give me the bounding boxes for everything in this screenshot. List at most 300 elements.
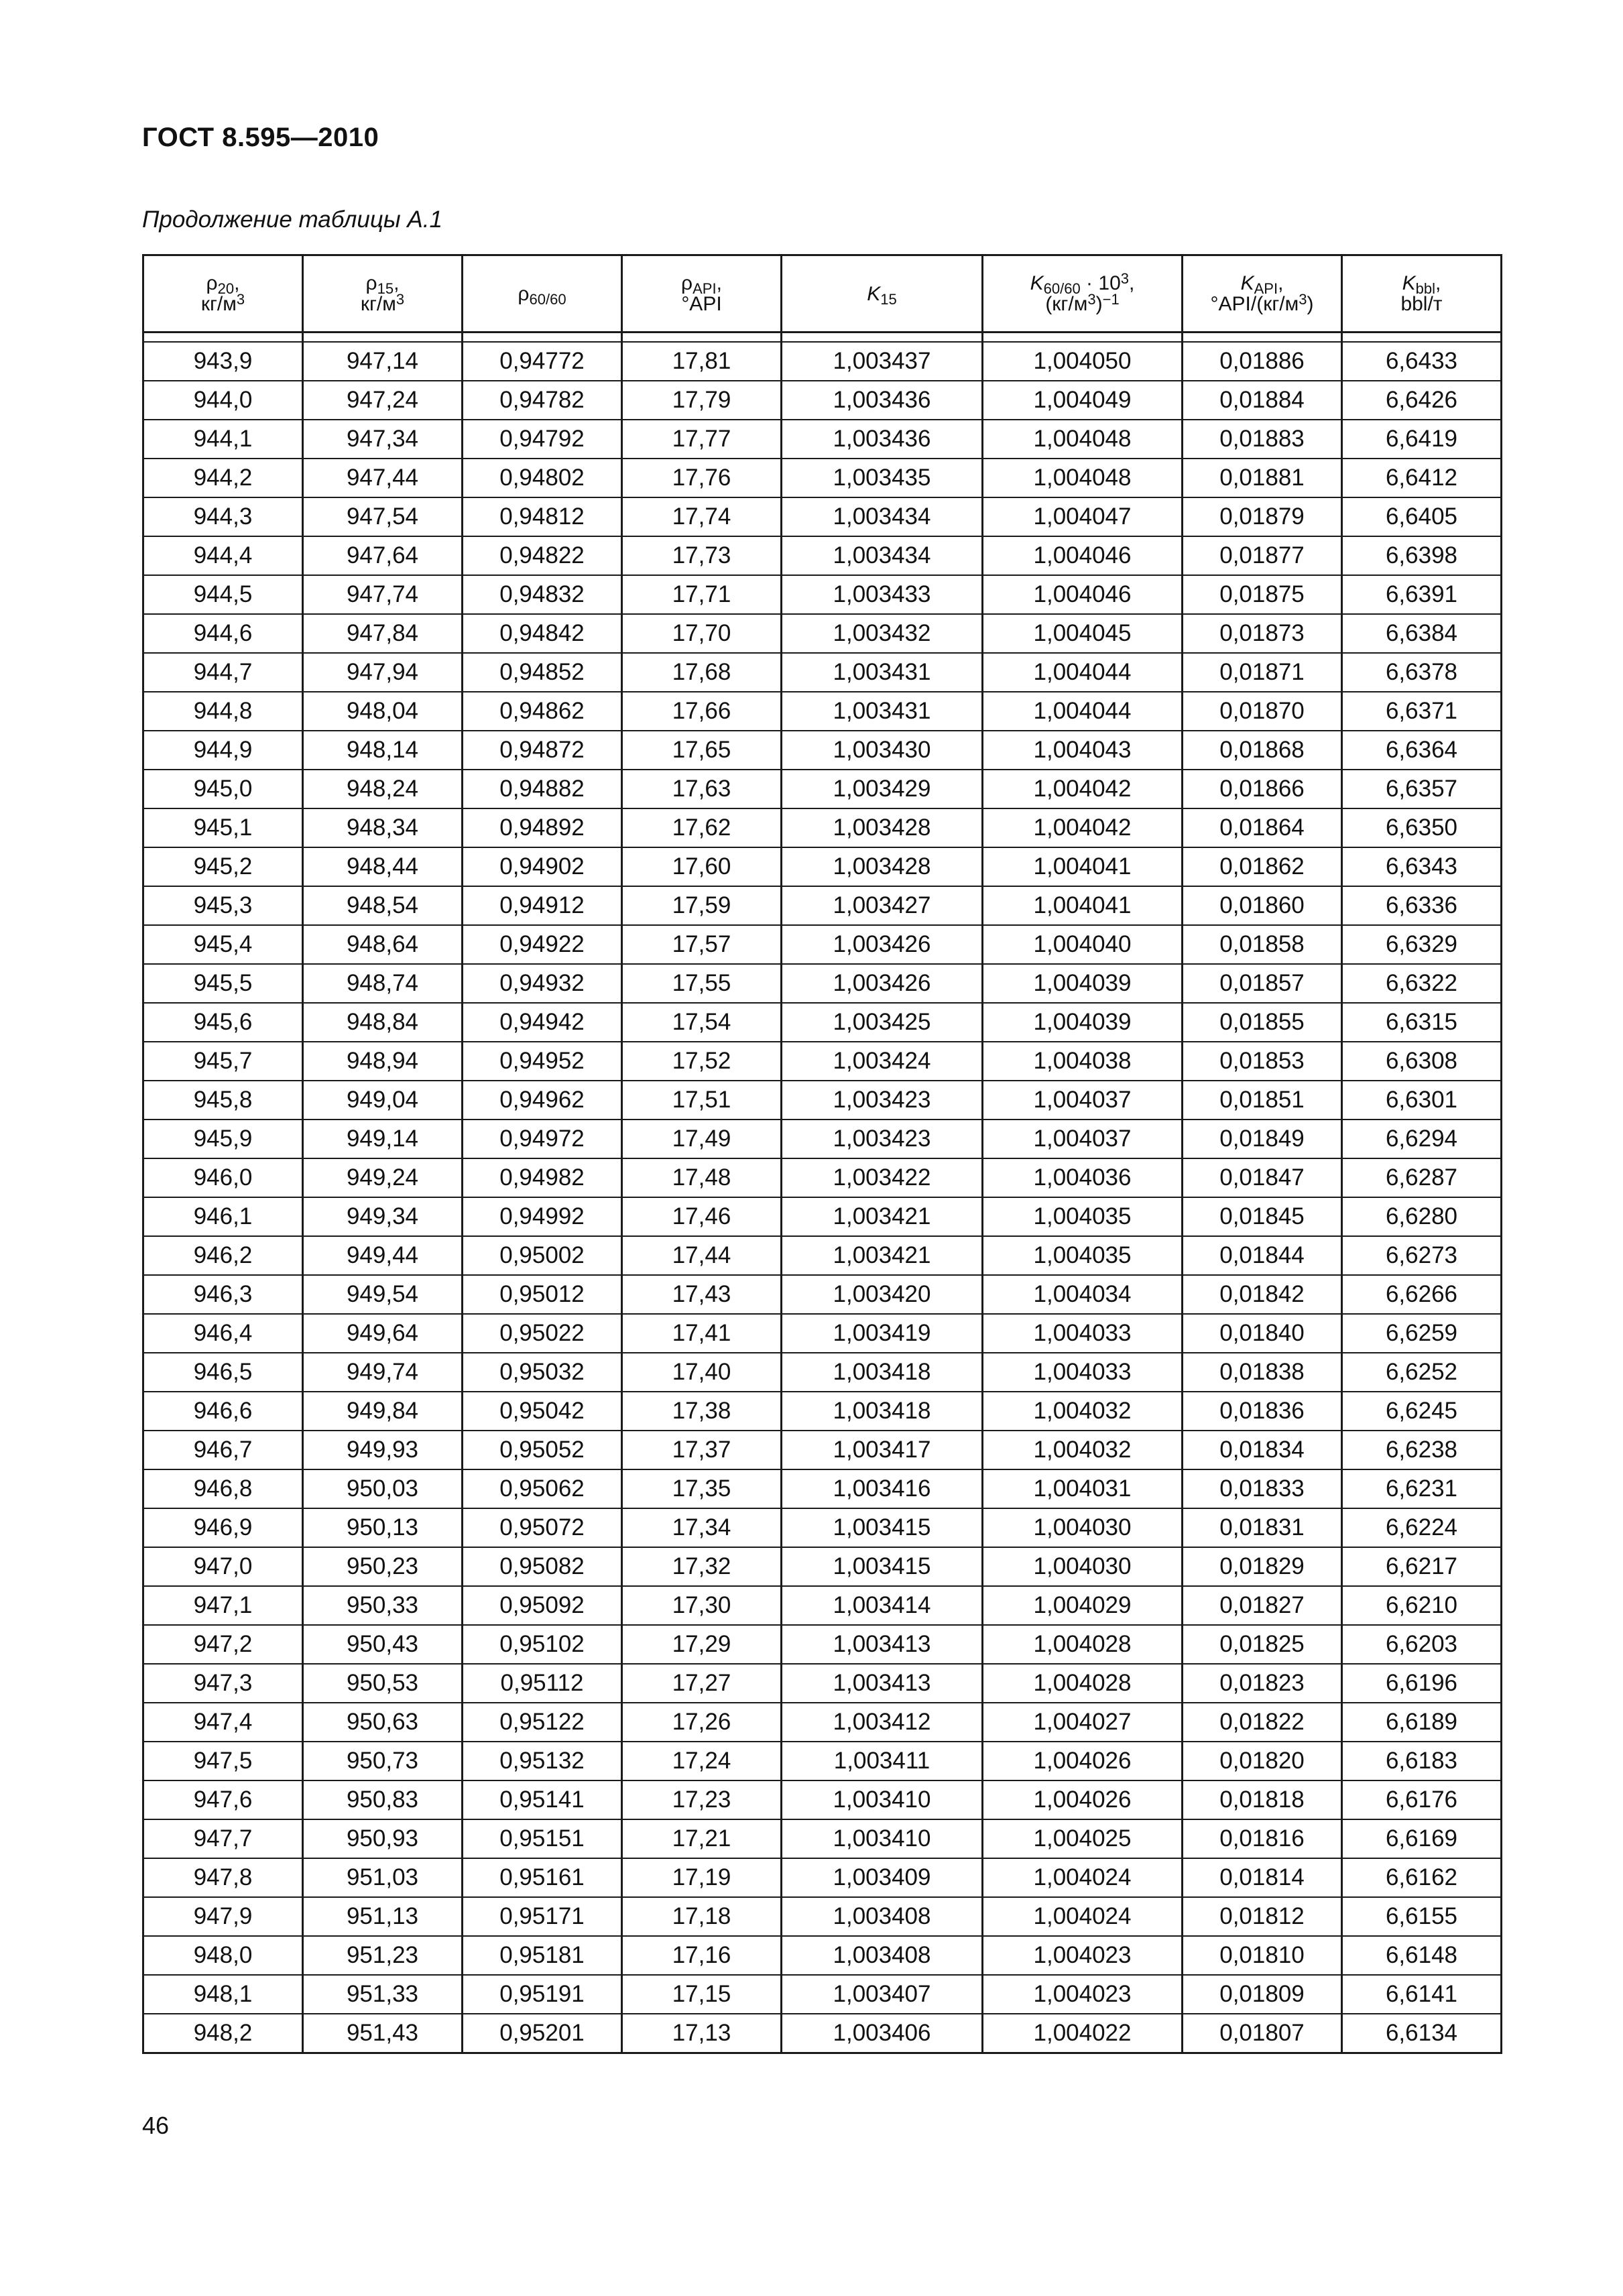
- table-cell: 1,004029: [983, 1586, 1183, 1625]
- table-cell: 1,003408: [782, 1897, 983, 1936]
- column-symbol: K: [867, 282, 881, 305]
- table-cell: 948,94: [303, 1042, 463, 1081]
- table-cell: 17,46: [622, 1197, 782, 1236]
- table-row: [143, 420, 1502, 459]
- table-cell: 1,004041: [983, 847, 1183, 886]
- table-cell: 947,4: [143, 1703, 303, 1742]
- table-cell: 950,73: [303, 1742, 463, 1780]
- table-row: [143, 1042, 1502, 1081]
- column-subscript: API: [693, 280, 717, 297]
- table-cell: 945,6: [143, 1003, 303, 1042]
- column-symbol: ρ: [365, 272, 377, 294]
- table-cell: 0,94832: [463, 575, 622, 614]
- column-subscript: API: [1254, 280, 1278, 297]
- table-cell: 1,003415: [782, 1547, 983, 1586]
- table-row: [143, 1275, 1502, 1314]
- column-suffix: ,: [234, 272, 240, 294]
- column-suffix: · 10: [1080, 272, 1121, 294]
- table-cell: 17,76: [622, 459, 782, 497]
- table-row: [143, 342, 1502, 381]
- table-cell: 1,004041: [983, 886, 1183, 925]
- table-cell: 6,6364: [1342, 731, 1502, 770]
- table-cell: 17,24: [622, 1742, 782, 1780]
- table-cell: 17,54: [622, 1003, 782, 1042]
- table-cell: 947,6: [143, 1780, 303, 1819]
- table-cell: 950,83: [303, 1780, 463, 1819]
- table-cell: 948,1: [143, 1975, 303, 2014]
- table-cell: 944,3: [143, 497, 303, 536]
- column-header-line1: [147, 272, 299, 297]
- table-cell: 17,15: [622, 1975, 782, 2014]
- table-cell: 945,9: [143, 1120, 303, 1158]
- table-cell: 17,21: [622, 1819, 782, 1858]
- table-cell: 0,01833: [1183, 1469, 1342, 1508]
- table-cell: 1,004047: [983, 497, 1183, 536]
- table-cell: 6,6343: [1342, 847, 1502, 886]
- table-cell: 0,01866: [1183, 770, 1342, 808]
- table-cell: 944,0: [143, 381, 303, 420]
- table-cell: 950,23: [303, 1547, 463, 1586]
- table-cell: 17,74: [622, 497, 782, 536]
- table-cell: 1,004027: [983, 1703, 1183, 1742]
- table-cell: 0,95052: [463, 1431, 622, 1469]
- table-cell: 17,43: [622, 1275, 782, 1314]
- table-cell: 17,16: [622, 1936, 782, 1975]
- column-subscript: bbl: [1415, 280, 1436, 297]
- table-cell: 1,004030: [983, 1547, 1183, 1586]
- table-cell: 17,62: [622, 808, 782, 847]
- table-cell: 1,004023: [983, 1936, 1183, 1975]
- column-symbol: K: [1240, 272, 1254, 294]
- table-cell: 6,6294: [1342, 1120, 1502, 1158]
- column-header: [1183, 255, 1342, 333]
- column-subscript: 60/60: [529, 290, 566, 308]
- table-cell: 1,004046: [983, 536, 1183, 575]
- table-cell: 6,6280: [1342, 1197, 1502, 1236]
- table-cell: 6,6308: [1342, 1042, 1502, 1081]
- table-cell: 944,7: [143, 653, 303, 692]
- table-cell: 0,94782: [463, 381, 622, 420]
- table-cell: 0,01823: [1183, 1664, 1342, 1703]
- table-cell: 947,54: [303, 497, 463, 536]
- table-cell: 0,94772: [463, 342, 622, 381]
- column-header-line2: [306, 291, 459, 315]
- table-row: [143, 1664, 1502, 1703]
- table-row: [143, 1314, 1502, 1353]
- table-cell: 1,003409: [782, 1858, 983, 1897]
- table-cell: 0,95161: [463, 1858, 622, 1897]
- table-cell: 946,9: [143, 1508, 303, 1547]
- table-cell: 0,95191: [463, 1975, 622, 2014]
- table-cell: 1,003426: [782, 964, 983, 1003]
- table-cell: 950,63: [303, 1703, 463, 1742]
- table-cell: 0,94802: [463, 459, 622, 497]
- table-cell: 0,01845: [1183, 1197, 1342, 1236]
- table-cell: 17,44: [622, 1236, 782, 1275]
- table-cell: 0,94892: [463, 808, 622, 847]
- table-cell: 949,84: [303, 1392, 463, 1431]
- table-cell: 17,32: [622, 1547, 782, 1586]
- table-cell: 947,24: [303, 381, 463, 420]
- table-cell: 946,7: [143, 1431, 303, 1469]
- table-cell: 947,14: [303, 342, 463, 381]
- table-cell: 945,2: [143, 847, 303, 886]
- table-row: [143, 497, 1502, 536]
- table-cell: 0,94992: [463, 1197, 622, 1236]
- table-cell: 947,74: [303, 575, 463, 614]
- table-row: [143, 1858, 1502, 1897]
- table-cell: 944,4: [143, 536, 303, 575]
- table-cell: 944,5: [143, 575, 303, 614]
- table-cell: 17,63: [622, 770, 782, 808]
- table-row: [143, 459, 1502, 497]
- table-cell: 6,6148: [1342, 1936, 1502, 1975]
- table-cell: 947,44: [303, 459, 463, 497]
- column-unit: °API: [681, 293, 722, 315]
- table-cell: 951,23: [303, 1936, 463, 1975]
- table-row: [143, 653, 1502, 692]
- table-cell: 1,004035: [983, 1197, 1183, 1236]
- table-cell: 17,57: [622, 925, 782, 964]
- table-cell: 17,40: [622, 1353, 782, 1392]
- table-row: [143, 770, 1502, 808]
- table-cell: 0,01810: [1183, 1936, 1342, 1975]
- table-cell: 1,004048: [983, 420, 1183, 459]
- table-row: [143, 847, 1502, 886]
- table-cell: 17,66: [622, 692, 782, 731]
- table-row: [143, 575, 1502, 614]
- table-cell: 0,01825: [1183, 1625, 1342, 1664]
- table-cell: 0,01881: [1183, 459, 1342, 497]
- table-cell: 0,94882: [463, 770, 622, 808]
- table-cell: 17,13: [622, 2014, 782, 2053]
- table-cell: 947,8: [143, 1858, 303, 1897]
- table-cell: 6,6350: [1342, 808, 1502, 847]
- table-cell: 0,01879: [1183, 497, 1342, 536]
- column-suffix: ,: [1278, 272, 1284, 294]
- table-cell: 1,003433: [782, 575, 983, 614]
- table-cell: 949,04: [303, 1081, 463, 1120]
- table-cell: 1,004039: [983, 964, 1183, 1003]
- column-header: [782, 255, 983, 333]
- column-symbol: K: [1402, 272, 1416, 294]
- table-cell: 17,37: [622, 1431, 782, 1469]
- table-cell: 1,003421: [782, 1236, 983, 1275]
- table-cell: 0,94962: [463, 1081, 622, 1120]
- table-cell: 1,003425: [782, 1003, 983, 1042]
- table-cell: 1,003414: [782, 1586, 983, 1625]
- table-cell: 1,003432: [782, 614, 983, 653]
- table-cell: 17,23: [622, 1780, 782, 1819]
- table-cell: 944,8: [143, 692, 303, 731]
- column-header-line1: [785, 282, 979, 308]
- table-cell: 0,94842: [463, 614, 622, 653]
- table-cell: 0,01816: [1183, 1819, 1342, 1858]
- table-cell: 1,004040: [983, 925, 1183, 964]
- table-row: [143, 1158, 1502, 1197]
- table-cell: 6,6336: [1342, 886, 1502, 925]
- table-cell: 1,004026: [983, 1780, 1183, 1819]
- column-unit: (кг/м: [1045, 293, 1088, 315]
- table-cell: 947,3: [143, 1664, 303, 1703]
- table-cell: 0,01875: [1183, 575, 1342, 614]
- table-cell: 1,003419: [782, 1314, 983, 1353]
- table-cell: 1,004038: [983, 1042, 1183, 1081]
- table-row: [143, 808, 1502, 847]
- table-cell: 0,01829: [1183, 1547, 1342, 1586]
- table-cell: 0,01886: [1183, 342, 1342, 381]
- table-cell: 0,95042: [463, 1392, 622, 1431]
- table-cell: 948,44: [303, 847, 463, 886]
- column-header-line1: [466, 282, 618, 308]
- column-subscript: 60/60: [1043, 280, 1081, 297]
- table-cell: 0,01827: [1183, 1586, 1342, 1625]
- table-cell: 1,004034: [983, 1275, 1183, 1314]
- column-unit: кг/м: [200, 293, 237, 315]
- table-cell: 1,003428: [782, 847, 983, 886]
- table-cell: 0,01831: [1183, 1508, 1342, 1547]
- table-cell: 949,24: [303, 1158, 463, 1197]
- table-cell: 1,003415: [782, 1508, 983, 1547]
- table-row: [143, 381, 1502, 420]
- table-cell: 0,01847: [1183, 1158, 1342, 1197]
- table-cell: 945,7: [143, 1042, 303, 1081]
- column-symbol: ρ: [206, 272, 218, 294]
- column-unit-superscript: 3: [1087, 291, 1096, 308]
- table-cell: 1,003426: [782, 925, 983, 964]
- table-cell: 950,53: [303, 1664, 463, 1703]
- table-cell: 0,01884: [1183, 381, 1342, 420]
- table-cell: 950,93: [303, 1819, 463, 1858]
- table-cell: 0,01855: [1183, 1003, 1342, 1042]
- table-cell: 6,6322: [1342, 964, 1502, 1003]
- table-cell: 17,51: [622, 1081, 782, 1120]
- table-cell: 6,6391: [1342, 575, 1502, 614]
- table-cell: 951,33: [303, 1975, 463, 2014]
- table-cell: 0,01840: [1183, 1314, 1342, 1353]
- table-cell: 17,60: [622, 847, 782, 886]
- table-row: [143, 1081, 1502, 1120]
- column-header-line1: [306, 272, 459, 297]
- table-cell: 0,01834: [1183, 1431, 1342, 1469]
- table-row: [143, 886, 1502, 925]
- table-cell: 17,70: [622, 614, 782, 653]
- table-row: [143, 1780, 1502, 1819]
- table-cell: 944,1: [143, 420, 303, 459]
- table-cell: 1,003423: [782, 1120, 983, 1158]
- table-cell: 1,004035: [983, 1236, 1183, 1275]
- table-cell: 1,003428: [782, 808, 983, 847]
- column-header: [622, 255, 782, 333]
- table-cell: 1,004028: [983, 1664, 1183, 1703]
- table-cell: 951,03: [303, 1858, 463, 1897]
- table-cell: 0,01883: [1183, 420, 1342, 459]
- table-cell: 0,01857: [1183, 964, 1342, 1003]
- table-cell: 1,003431: [782, 653, 983, 692]
- table-cell: 944,6: [143, 614, 303, 653]
- table-row: [143, 1197, 1502, 1236]
- table-cell: 17,52: [622, 1042, 782, 1081]
- table-row: [143, 1586, 1502, 1625]
- table-cell: 1,003423: [782, 1081, 983, 1120]
- table-cell: 1,004048: [983, 459, 1183, 497]
- table-cell: 949,64: [303, 1314, 463, 1353]
- table-cell: 17,26: [622, 1703, 782, 1742]
- table-cell: 1,003408: [782, 1936, 983, 1975]
- table-cell: 1,004032: [983, 1431, 1183, 1469]
- table-cell: 947,34: [303, 420, 463, 459]
- column-header-line2: [147, 291, 299, 315]
- table-row: [143, 1431, 1502, 1469]
- column-suffix-tail: ,: [1129, 272, 1135, 294]
- column-subscript: 20: [217, 280, 235, 297]
- table-cell: 1,004039: [983, 1003, 1183, 1042]
- table-cell: 0,01818: [1183, 1780, 1342, 1819]
- table-cell: 6,6162: [1342, 1858, 1502, 1897]
- column-symbol: ρ: [518, 282, 530, 305]
- table-cell: 17,81: [622, 342, 782, 381]
- column-symbol: ρ: [681, 272, 693, 294]
- table-cell: 1,004045: [983, 614, 1183, 653]
- table-cell: 6,6238: [1342, 1431, 1502, 1469]
- table-cell: 946,2: [143, 1236, 303, 1275]
- table-cell: 17,48: [622, 1158, 782, 1197]
- table-cell: 948,84: [303, 1003, 463, 1042]
- table-cell: 6,6196: [1342, 1664, 1502, 1703]
- table-cell: 947,7: [143, 1819, 303, 1858]
- table-cell: 1,003429: [782, 770, 983, 808]
- table-cell: 948,54: [303, 886, 463, 925]
- table-cell: 0,95181: [463, 1936, 622, 1975]
- table-cell: 947,2: [143, 1625, 303, 1664]
- column-unit-superscript: 3: [396, 291, 405, 308]
- table-cell: 945,0: [143, 770, 303, 808]
- document-code: ГОСТ 8.595—2010: [142, 123, 379, 152]
- table-cell: 17,59: [622, 886, 782, 925]
- table-cell: 17,27: [622, 1664, 782, 1703]
- table-row: [143, 1353, 1502, 1392]
- table-cell: 6,6315: [1342, 1003, 1502, 1042]
- column-suffix: ,: [394, 272, 400, 294]
- table-cell: 946,4: [143, 1314, 303, 1353]
- table-cell: 17,38: [622, 1392, 782, 1431]
- table-row: [143, 614, 1502, 653]
- table-cell: 1,003436: [782, 381, 983, 420]
- table-cell: 1,003412: [782, 1703, 983, 1742]
- table-cell: 0,95141: [463, 1780, 622, 1819]
- table-cell: 0,95012: [463, 1275, 622, 1314]
- table-cell: 1,004033: [983, 1314, 1183, 1353]
- table-cell: 1,003406: [782, 2014, 983, 2053]
- table-cell: 1,003422: [782, 1158, 983, 1197]
- table-cell: 6,6426: [1342, 381, 1502, 420]
- table-cell: 0,01853: [1183, 1042, 1342, 1081]
- table-cell: 6,6371: [1342, 692, 1502, 731]
- table-cell: 17,34: [622, 1508, 782, 1547]
- table-cell: 6,6217: [1342, 1547, 1502, 1586]
- table-cell: 17,71: [622, 575, 782, 614]
- table-cell: 6,6378: [1342, 653, 1502, 692]
- table-cell: 0,01844: [1183, 1236, 1342, 1275]
- table-row: [143, 1120, 1502, 1158]
- table-cell: 1,003424: [782, 1042, 983, 1081]
- table-cell: 1,003421: [782, 1197, 983, 1236]
- table-cell: 0,95132: [463, 1742, 622, 1780]
- table-cell: 6,6287: [1342, 1158, 1502, 1197]
- table-cell: 1,003435: [782, 459, 983, 497]
- table-cell: 1,004023: [983, 1975, 1183, 2014]
- table-cell: 1,004042: [983, 770, 1183, 808]
- table-cell: 945,3: [143, 886, 303, 925]
- column-header-line1: [1186, 272, 1338, 297]
- table-cell: 0,94792: [463, 420, 622, 459]
- table-cell: 0,01870: [1183, 692, 1342, 731]
- table-cell: 947,64: [303, 536, 463, 575]
- table-cell: 0,01820: [1183, 1742, 1342, 1780]
- table-row: [143, 1508, 1502, 1547]
- column-unit-superscript: 3: [1299, 291, 1307, 308]
- table-cell: 1,003434: [782, 497, 983, 536]
- table-cell: 948,64: [303, 925, 463, 964]
- table-cell: 1,003410: [782, 1819, 983, 1858]
- table-cell: 1,003434: [782, 536, 983, 575]
- table-cell: 1,003418: [782, 1392, 983, 1431]
- table-cell: 945,8: [143, 1081, 303, 1120]
- table-cell: 6,6419: [1342, 420, 1502, 459]
- table-cell: 0,01858: [1183, 925, 1342, 964]
- table-cell: 949,74: [303, 1353, 463, 1392]
- table-cell: 946,5: [143, 1353, 303, 1392]
- table-cell: 948,04: [303, 692, 463, 731]
- table-cell: 17,65: [622, 731, 782, 770]
- table-cell: 949,93: [303, 1431, 463, 1469]
- table-cell: 947,1: [143, 1586, 303, 1625]
- table-cell: 0,01851: [1183, 1081, 1342, 1120]
- table-cell: 945,1: [143, 808, 303, 847]
- column-subscript: 15: [377, 280, 394, 297]
- table-row: [143, 1742, 1502, 1780]
- table-cell: 6,6231: [1342, 1469, 1502, 1508]
- header-spacer-row: [143, 333, 1502, 343]
- table-cell: 6,6169: [1342, 1819, 1502, 1858]
- table-cell: 0,94972: [463, 1120, 622, 1158]
- column-suffix: ,: [1435, 272, 1441, 294]
- table-cell: 0,01868: [1183, 731, 1342, 770]
- table-cell: 6,6433: [1342, 342, 1502, 381]
- table-cell: 6,6301: [1342, 1081, 1502, 1120]
- column-suffix-superscript: 3: [1120, 270, 1129, 287]
- table-cell: 947,5: [143, 1742, 303, 1780]
- table-cell: 0,01814: [1183, 1858, 1342, 1897]
- table-cell: 950,43: [303, 1625, 463, 1664]
- table-cell: 6,6384: [1342, 614, 1502, 653]
- table-cell: 6,6252: [1342, 1353, 1502, 1392]
- table-cell: 0,95171: [463, 1897, 622, 1936]
- table-row: [143, 1547, 1502, 1586]
- table-cell: 17,41: [622, 1314, 782, 1353]
- table-cell: 0,94912: [463, 886, 622, 925]
- column-header: [1342, 255, 1502, 333]
- table-cell: 0,95112: [463, 1664, 622, 1703]
- table-cell: 947,9: [143, 1897, 303, 1936]
- table-cell: 1,004044: [983, 692, 1183, 731]
- table-cell: 1,003437: [782, 342, 983, 381]
- table-cell: 948,34: [303, 808, 463, 847]
- column-suffix: ,: [716, 272, 722, 294]
- table-cell: 949,34: [303, 1197, 463, 1236]
- table-cell: 948,14: [303, 731, 463, 770]
- table-cell: 1,004042: [983, 808, 1183, 847]
